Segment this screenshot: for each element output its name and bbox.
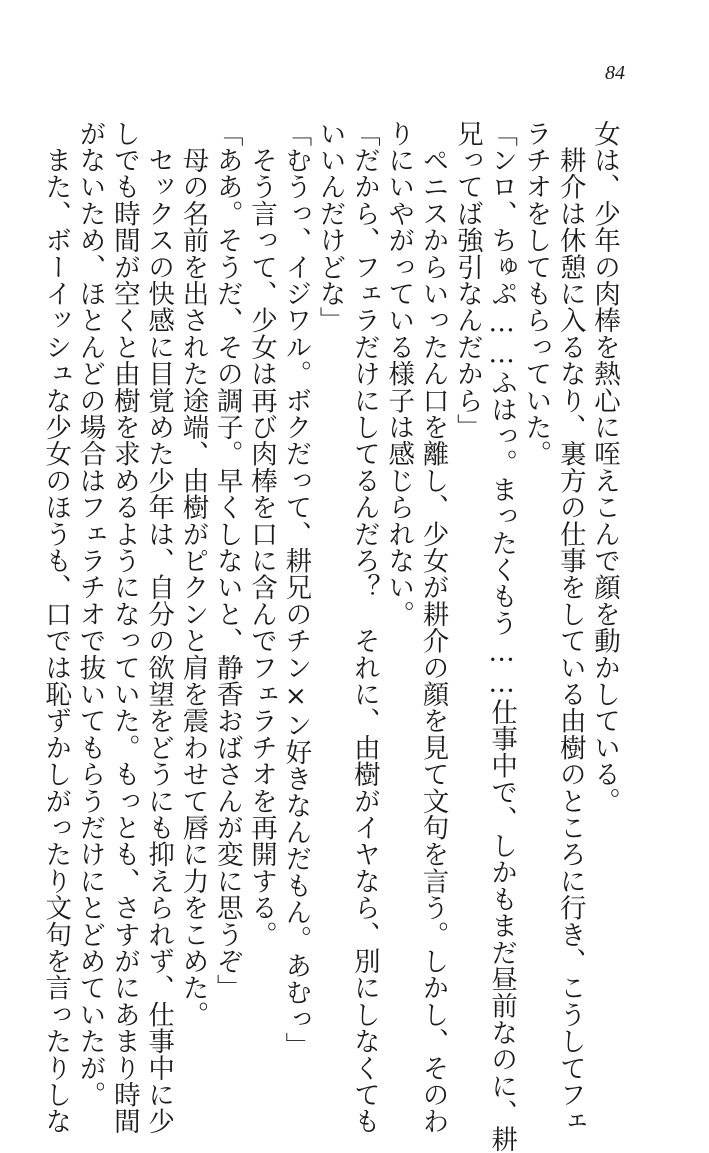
text-line: 「だから、フェラだけにしてるんだろ？ それに、由樹がイヤなら、別にしなくても bbox=[348, 120, 380, 1135]
text-line: りにいやがっている様子は感じられない。 bbox=[383, 120, 415, 628]
text-line: ペニスからいったん口を離し、少女が耕介の顔を見て文句を言う。しかし、そのわ bbox=[417, 120, 449, 1135]
text-line: 兄ってば強引なんだから」 bbox=[451, 120, 483, 441]
text-line: また、ボーイッシュな少女のほうも、口では恥ずかしがったり文句を言ったりしな bbox=[40, 120, 72, 1135]
text-line: しでも時間が空くと由樹を求めるようになっていた。もっとも、さすがにあまり時間 bbox=[108, 120, 140, 1135]
text-line: セックスの快感に目覚めた少年は、自分の欲望をどうにも抑えられず、仕事中に少 bbox=[143, 120, 175, 1135]
text-line: そう言って、少女は再び肉棒を口に含んでフェラチオを再開する。 bbox=[246, 120, 278, 948]
text-line: 「ああ。そうだ、その調子。早くしないと、静香おばさんが変に思うぞ」 bbox=[211, 120, 243, 1002]
text-line: いいんだけどな」 bbox=[314, 120, 346, 334]
text-line: 母の名前を出された途端、由樹がピクンと肩を震わせて唇に力をこめた。 bbox=[177, 120, 209, 1028]
text-line: 「ンロ、ちゅぷ……ふはっ。まったくもう……仕事中で、しかもまだ昼前なのに、耕 bbox=[486, 120, 518, 1153]
text-line: 「むうっ、イジワル。ボクだって、耕兄のチン×ン好きなんだもん。あむっ」 bbox=[280, 120, 312, 1059]
text-line: がないため、ほとんどの場合はフェラチオで抜いてもらうだけにとどめていたが。 bbox=[74, 120, 106, 1108]
text-line: 女は、少年の肉棒を熱心に咥えこんで顔を動かしている。 bbox=[589, 120, 620, 815]
text-line: ラチオをしてもらっていた。 bbox=[520, 120, 552, 468]
vertical-text-block bbox=[38, 120, 621, 1153]
page-number: 84 bbox=[605, 62, 625, 84]
text-line: 耕介は休憩に入るなり、裏方の仕事をしている由樹のところに行き、こうしてフェ bbox=[554, 120, 586, 1135]
